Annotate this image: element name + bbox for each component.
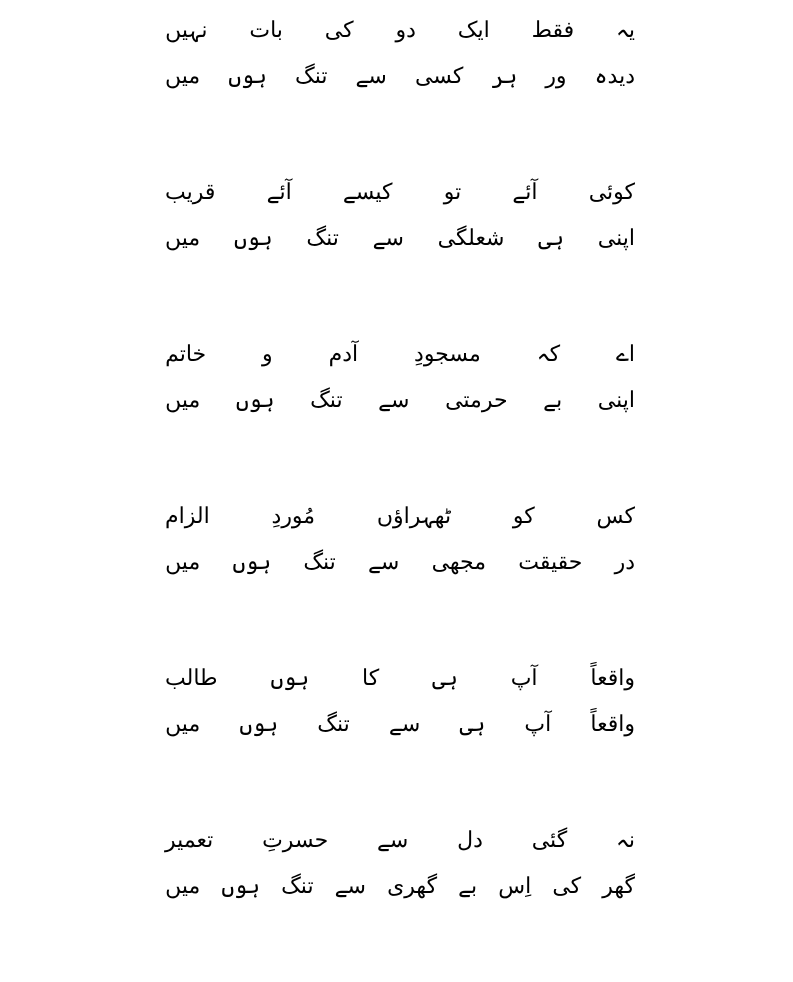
stanza <box>165 494 635 656</box>
verse-word: دو <box>395 18 416 43</box>
verse-word: کس <box>596 504 635 529</box>
verse-word: واقعاً <box>590 712 635 737</box>
verse-word: کوئی <box>588 180 635 205</box>
verse-word: تنگ <box>303 550 336 575</box>
verse-word: بات <box>249 18 283 43</box>
verse-word: حقیقت <box>518 550 583 575</box>
verse-word: میں <box>165 388 201 413</box>
stanza <box>165 656 635 818</box>
verse-word: کی <box>324 18 354 43</box>
verse-word: سے <box>355 64 387 89</box>
verse-line <box>165 864 635 910</box>
verse-word: میں <box>165 550 201 575</box>
stanza <box>165 332 635 494</box>
verse-word: ٹھہراؤں <box>376 504 452 529</box>
verse-word: ہی <box>432 666 458 691</box>
stanza <box>165 8 635 170</box>
verse-word: کی <box>552 874 582 899</box>
verse-line <box>165 656 635 702</box>
verse-word: ور <box>545 64 567 89</box>
verse-word: آئے <box>266 180 292 205</box>
verse-line <box>165 170 635 216</box>
verse-line <box>165 818 635 864</box>
verse-word: اِس <box>498 874 532 899</box>
verse-line <box>165 494 635 540</box>
verse-word: دیدہ <box>594 64 635 89</box>
verse-word: میں <box>165 226 201 251</box>
verse-word: ہوں <box>232 550 272 575</box>
verse-word: کو <box>512 504 535 529</box>
verse-word: ایک <box>457 18 490 43</box>
verse-word: طالب <box>165 666 218 691</box>
verse-line <box>165 378 635 424</box>
verse-word: تو <box>443 180 462 205</box>
verse-word: حسرتِ <box>262 828 329 853</box>
verse-line <box>165 702 635 748</box>
verse-line <box>165 332 635 378</box>
verse-word: ہی <box>459 712 486 737</box>
verse-word: ہوں <box>270 666 310 691</box>
verse-word: کسی <box>414 64 464 89</box>
verse-word: تنگ <box>317 712 350 737</box>
verse-word: کیسے <box>342 180 393 205</box>
verse-word: در <box>614 550 635 575</box>
verse-word: یہ <box>615 18 635 43</box>
verse-word: میں <box>165 874 201 899</box>
verse-word: مجھی <box>431 550 487 575</box>
verse-word: حرمتی <box>445 388 508 413</box>
verse-word: اپنی <box>597 226 635 251</box>
verse-word: میں <box>165 712 201 737</box>
verse-word: گئی <box>531 828 568 853</box>
verse-word: سے <box>372 226 404 251</box>
verse-word: سے <box>334 874 366 899</box>
verse-word: ہوں <box>221 874 261 899</box>
stanza <box>165 170 635 332</box>
verse-word: تنگ <box>310 388 343 413</box>
verse-word: بے <box>458 874 478 899</box>
verse-word: کہ <box>536 342 561 367</box>
verse-word: ہوں <box>233 226 273 251</box>
verse-word: شعلگی <box>437 226 505 251</box>
verse-word: تنگ <box>281 874 314 899</box>
stanza <box>165 818 635 980</box>
verse-word: نہیں <box>165 18 208 43</box>
verse-word: تنگ <box>295 64 328 89</box>
verse-word: ہوں <box>235 388 275 413</box>
verse-word: گھری <box>387 874 438 899</box>
verse-word: آپ <box>510 666 538 691</box>
verse-word: ہی <box>538 226 565 251</box>
verse-word: میں <box>165 64 201 89</box>
verse-word: ہر <box>491 64 518 89</box>
verse-word: سے <box>378 388 410 413</box>
verse-word: ہوں <box>239 712 279 737</box>
verse-word: آدم <box>328 342 359 367</box>
verse-word: خاتم <box>165 342 207 367</box>
verse-word: الزام <box>165 504 210 529</box>
verse-word: تنگ <box>306 226 339 251</box>
verse-word: و <box>262 342 273 367</box>
poem <box>165 8 635 980</box>
verse-word: واقعاً <box>590 666 635 691</box>
verse-word: اے <box>615 342 635 367</box>
verse-line <box>165 54 635 100</box>
verse-word: دل <box>457 828 483 853</box>
verse-word: آپ <box>524 712 552 737</box>
verse-word: قریب <box>165 180 216 205</box>
verse-word: آئے <box>512 180 538 205</box>
verse-word: بے <box>543 388 563 413</box>
verse-word: گھر <box>602 874 635 899</box>
verse-word: سے <box>376 828 409 853</box>
verse-word: مسجودِ <box>414 342 481 367</box>
verse-word: نہ <box>615 828 635 853</box>
verse-word: فقط <box>531 18 575 43</box>
verse-word: کا <box>362 666 380 691</box>
verse-line <box>165 540 635 586</box>
verse-line <box>165 8 635 54</box>
verse-line <box>165 216 635 262</box>
verse-word: سے <box>388 712 421 737</box>
verse-word: مُوردِ <box>271 504 316 529</box>
verse-word: اپنی <box>597 388 635 413</box>
verse-word: سے <box>368 550 400 575</box>
verse-word: ہوں <box>228 64 267 89</box>
verse-word: تعمیر <box>165 828 214 853</box>
